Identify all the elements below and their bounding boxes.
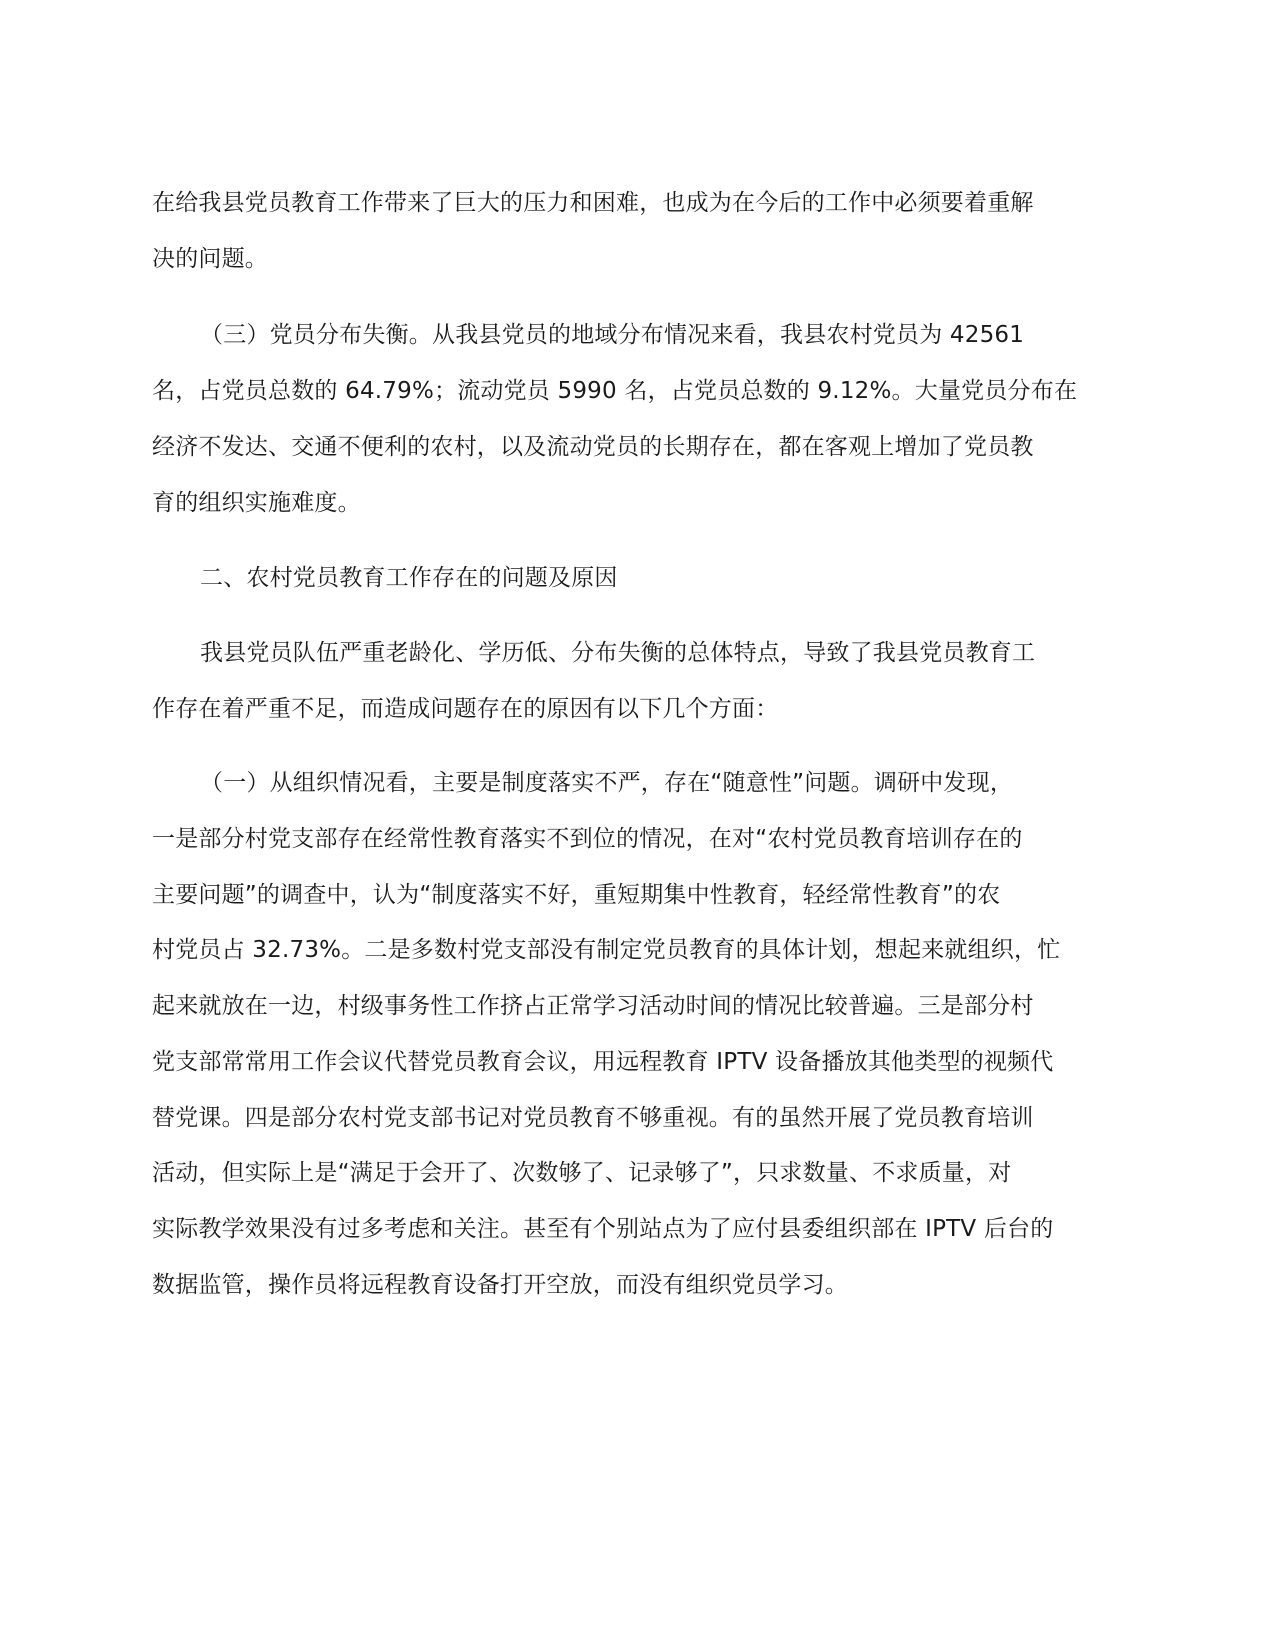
paragraph-line: 名，占党员总数的 64.79%；流动党员 5990 名，占党员总数的 9.12%。大量党员分布在 — [152, 378, 1078, 404]
section-heading-line: （三）党员分布失衡。从我县党员的地域分布情况来看，我县农村党员为 42561 — [200, 322, 1025, 348]
paragraph-line: 主要问题”的调查中，认为“制度落实不好，重短期集中性教育，轻经常性教育”的农 — [152, 882, 1001, 908]
paragraph-line: 一是部分村党支部存在经常性教育落实不到位的情况，在对“农村党员教育培训存在的 — [152, 826, 1023, 852]
paragraph-line: 起来就放在一边，村级事务性工作挤占正常学习活动时间的情况比较普遍。三是部分村 — [152, 993, 1034, 1019]
paragraph-line: 村党员占 32.73%。二是多数村党支部没有制定党员教育的具体计划，想起来就组织，忙 — [152, 937, 1061, 963]
paragraph-line: 替党课。四是部分农村党支部书记对党员教育不够重视。有的虽然开展了党员教育培训 — [152, 1105, 1034, 1131]
paragraph-line: 数据监管，操作员将远程教育设备打开空放，而没有组织党员学习。 — [152, 1272, 848, 1298]
paragraph-line: 经济不发达、交通不便利的农村，以及流动党员的长期存在，都在客观上增加了党员教 — [152, 434, 1034, 460]
paragraph-line: 育的组织实施难度。 — [152, 490, 361, 516]
paragraph-line: 我县党员队伍严重老龄化、学历低、分布失衡的总体特点，导致了我县党员教育工 — [200, 640, 1036, 666]
paragraph-line: 实际教学效果没有过多考虑和关注。甚至有个别站点为了应付县委组织部在 IPTV 后台的 — [152, 1216, 1054, 1242]
section-heading: 二、农村党员教育工作存在的问题及原因 — [200, 565, 618, 591]
paragraph-line: 作存在着严重不足，而造成问题存在的原因有以下几个方面： — [152, 696, 779, 722]
paragraph-line: 活动，但实际上是“满足于会开了、次数够了、记录够了”，只求数量、不求质量，对 — [152, 1160, 1012, 1186]
paragraph-line: 党支部常常用工作会议代替党员教育会议，用远程教育 IPTV 设备播放其他类型的视频代 — [152, 1049, 1054, 1075]
paragraph-line: 在给我县党员教育工作带来了巨大的压力和困难，也成为在今后的工作中必须要着重解 — [152, 190, 1034, 216]
section-heading-line: （一）从组织情况看，主要是制度落实不严，存在“随意性”问题。调研中发现， — [200, 770, 1014, 796]
paragraph-line: 决的问题。 — [152, 246, 268, 272]
